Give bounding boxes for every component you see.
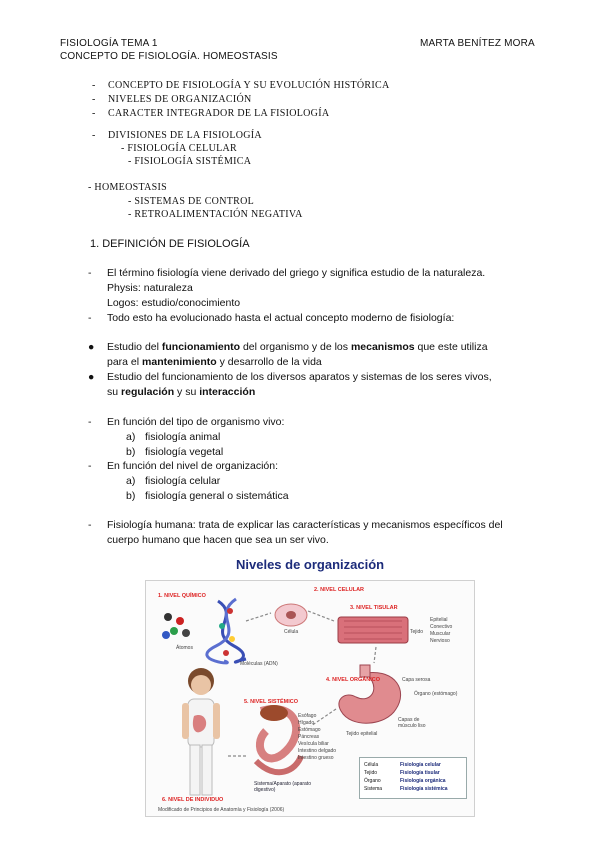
bullet-text-line: su regulación y su interacción: [107, 386, 256, 398]
legend-term: Célula: [364, 762, 379, 768]
outline-item: DIVISIONES DE LA FISIOLOGÍA: [108, 130, 262, 141]
figure-label: Hígado: [298, 720, 315, 726]
bullet-text: Estudio del funcionamiento de los diversos aparatos y sistemas de los seres vivos,: [107, 371, 492, 383]
paragraph: El término fisiología viene derivado del griego y significa estudio de la naturaleza.: [107, 267, 486, 279]
legend-term: Órgano: [364, 778, 381, 784]
figure-label: Átomos: [176, 645, 193, 651]
tissue-icon: [338, 617, 408, 643]
bullet-text-line: para el mantenimiento y desarrollo de la vida: [107, 356, 322, 368]
dash-marker: -: [88, 312, 92, 324]
list-marker: a): [126, 431, 136, 443]
list-marker: a): [126, 475, 136, 487]
dna-helix-icon: [207, 599, 246, 663]
list-item: fisiología celular: [145, 475, 221, 487]
level-label: 4. NIVEL ORGÁNICO: [326, 677, 380, 683]
cell-icon: [275, 604, 307, 626]
paragraph-line: Logos: estudio/conocimiento: [107, 297, 241, 309]
atoms-icon: [162, 613, 190, 639]
dash-marker: -: [88, 267, 92, 279]
level-label: 5. NIVEL SISTÉMICO: [244, 699, 298, 705]
list-item: fisiología vegetal: [145, 446, 224, 458]
paragraph-line: Physis: naturaleza: [107, 282, 193, 294]
figure-label: Nervioso: [430, 638, 450, 644]
header-author: MARTA BENÍTEZ MORA: [420, 38, 535, 49]
child-figure-icon: [182, 668, 220, 795]
level-label: 1. NIVEL QUÍMICO: [158, 593, 206, 599]
outline-item: NIVELES DE ORGANIZACIÓN: [108, 94, 252, 105]
bullet-marker: ●: [88, 341, 95, 353]
dash-marker: -: [88, 416, 92, 428]
list-marker: b): [126, 446, 136, 458]
figure-legend: [359, 757, 467, 799]
section-heading: 1. DEFINICIÓN DE FISIOLOGÍA: [90, 238, 250, 250]
figure-label: Intestino delgado: [298, 748, 337, 754]
figure-label: Sistema/Aparato (aparato digestivo): [254, 781, 311, 793]
figure-title: Niveles de organización: [236, 557, 385, 572]
paragraph-line: cuerpo humano que hacen que sea un ser vivo.: [107, 534, 329, 546]
header-topic: CONCEPTO DE FISIOLOGÍA. HOMEOSTASIS: [60, 51, 278, 62]
bullet-text: Estudio del funcionamiento del organismo y de los mecanismos que este utiliza: [107, 341, 488, 353]
level-label: 3. NIVEL TISULAR: [350, 605, 398, 611]
outline-dash: -: [92, 130, 96, 141]
outline-subitem: - RETROALIMENTACIÓN NEGATIVA: [128, 209, 303, 220]
outline-item: CONCEPTO DE FISIOLOGÍA Y SU EVOLUCIÓN HISTÓRICA: [108, 80, 390, 91]
figure-label: Vesícula biliar: [298, 741, 329, 747]
figure-label: Muscular: [430, 631, 451, 637]
figure-label: Célula: [284, 629, 299, 635]
figure-label: Tejido: [410, 629, 424, 635]
outline-dash: -: [92, 108, 96, 119]
legend-term: Sistema: [364, 786, 383, 792]
paragraph: En función del tipo de organismo vivo:: [107, 416, 285, 428]
level-label: 2. NIVEL CELULAR: [314, 587, 365, 593]
paragraph: Fisiología humana: trata de explicar las características y mecanismos específicos del: [107, 519, 503, 531]
paragraph: Todo esto ha evolucionado hasta el actual concepto moderno de fisiología:: [107, 312, 455, 324]
outline-item: CARACTER INTEGRADOR DE LA FISIOLOGÍA: [108, 108, 330, 119]
outline-item: - HOMEOSTASIS: [88, 182, 167, 193]
outline-subitem: - FISIOLOGÍA SISTÉMICA: [128, 156, 252, 167]
outline-dash: -: [92, 80, 96, 91]
legend-value: Fisiología celular: [400, 762, 441, 768]
outline-subitem: - FISIOLOGÍA CELULAR: [121, 143, 237, 154]
figure-label: Capa serosa: [402, 677, 431, 683]
figure-label: Intestino grueso: [298, 755, 334, 761]
outline-dash: -: [92, 94, 96, 105]
digestive-system-icon: [256, 705, 301, 772]
list-item: fisiología general o sistemática: [145, 490, 289, 502]
organization-levels-figure: [145, 580, 475, 817]
figure-caption: Modificado de Principios de Anatomía y Fisiología (2006): [158, 807, 285, 813]
bullet-marker: ●: [88, 371, 95, 383]
legend-value: Fisiología tisular: [400, 770, 440, 776]
list-item: fisiología animal: [145, 431, 221, 443]
paragraph: En función del nivel de organización:: [107, 460, 279, 472]
figure-label: Tejido epitelial: [346, 731, 378, 737]
level-label: 6. NIVEL DE INDIVIDUO: [162, 797, 224, 803]
legend-value: Fisiología orgánica: [400, 778, 446, 784]
figure-label: Estómago: [298, 727, 321, 733]
list-marker: b): [126, 490, 136, 502]
header-subject: FISIOLOGÍA TEMA 1: [60, 38, 158, 49]
stomach-icon: [339, 665, 401, 723]
legend-value: Fisiología sistémica: [400, 786, 448, 792]
outline-subitem: - SISTEMAS DE CONTROL: [128, 196, 255, 207]
dash-marker: -: [88, 460, 92, 472]
figure-label: Órgano (estómago): [414, 691, 458, 697]
figure-label: Epitelial: [430, 617, 448, 623]
figure-label: Páncreas: [298, 734, 320, 740]
dash-marker: -: [88, 519, 92, 531]
figure-label: Moléculas (ADN): [240, 661, 278, 667]
legend-term: Tejido: [364, 770, 378, 776]
figure-label: Capas de músculo liso: [398, 717, 426, 729]
figure-label: Conectivo: [430, 624, 453, 630]
figure-label: Esófago: [298, 713, 317, 719]
